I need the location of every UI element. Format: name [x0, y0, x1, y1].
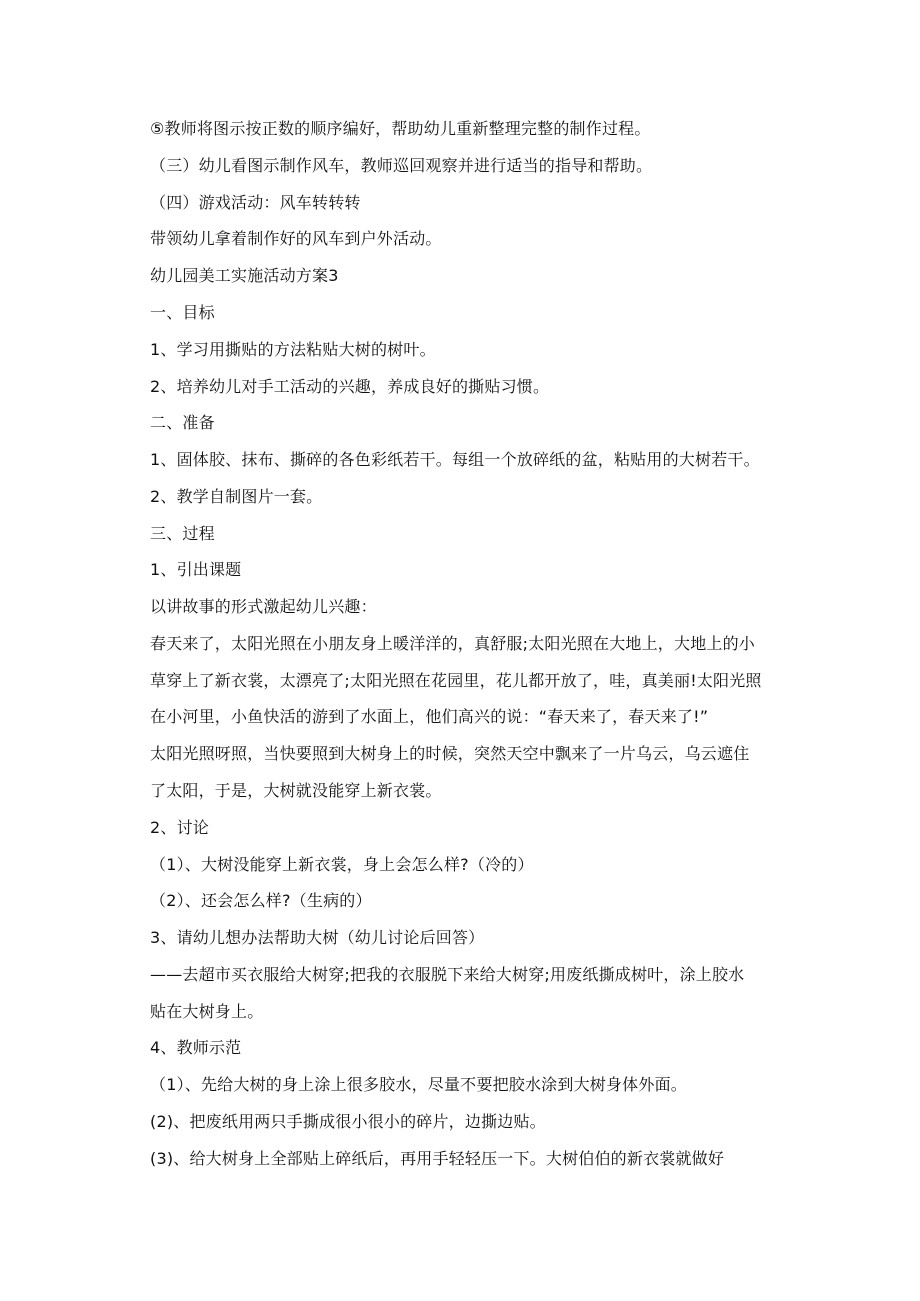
section-heading: 二、准备	[150, 413, 215, 432]
text-line: ——去超市买衣服给大树穿;把我的衣服脱下来给大树穿;用废纸撕成树叶，涂上胶水	[150, 965, 745, 984]
text-line: （四）游戏活动：风车转转转	[150, 193, 361, 212]
text-line: 在小河里，小鱼快活的游到了水面上，他们高兴的说：“春天来了，春天来了!”	[150, 707, 709, 726]
text-line: 春天来了，太阳光照在小朋友身上暖洋洋的，真舒服;太阳光照在大地上，大地上的小	[150, 634, 755, 653]
section-heading: 三、过程	[150, 524, 215, 543]
text-line: 草穿上了新衣裳，太漂亮了;太阳光照在花园里，花儿都开放了，哇，真美丽!太阳光照	[150, 671, 762, 690]
text-line: 贴在大树身上。	[150, 1002, 264, 1021]
text-line: （1）、大树没能穿上新衣裳，身上会怎么样?（冷的）	[150, 855, 534, 874]
text-line: 了太阳，于是，大树就没能穿上新衣裳。	[150, 781, 442, 800]
section-heading: 幼儿园美工实施活动方案3	[150, 266, 339, 285]
text-line: 2、培养幼儿对手工活动的兴趣，养成良好的撕贴习惯。	[150, 377, 550, 396]
text-line: 2、讨论	[150, 818, 209, 837]
section-heading: 一、目标	[150, 303, 215, 322]
text-line: 1、引出课题	[150, 560, 242, 579]
text-line: 带领幼儿拿着制作好的风车到户外活动。	[150, 229, 442, 248]
text-line: （三）幼儿看图示制作风车，教师巡回观察并进行适当的指导和帮助。	[150, 156, 653, 175]
text-line: （2）、还会怎么样?（生病的）	[150, 891, 372, 910]
text-line: (3)、给大树身上全部贴上碎纸后，再用手轻轻压一下。大树伯伯的新衣裳就做好	[150, 1149, 725, 1168]
text-line: 以讲故事的形式激起幼儿兴趣：	[150, 597, 377, 616]
text-line: 2、教学自制图片一套。	[150, 487, 323, 506]
text-line: ⑤教师将图示按正数的顺序编好，帮助幼儿重新整理完整的制作过程。	[150, 119, 651, 138]
text-line: （1）、先给大树的身上涂上很多胶水，尽量不要把胶水涂到大树身体外面。	[150, 1075, 687, 1094]
text-line: 太阳光照呀照，当快要照到大树身上的时候，突然天空中飘来了一片乌云，乌云遮住	[150, 744, 750, 763]
text-line: (2)、把废纸用两只手撕成很小很小的碎片，边撕边贴。	[150, 1112, 546, 1131]
text-line: 1、固体胶、抹布、撕碎的各色彩纸若干。每组一个放碎纸的盆，粘贴用的大树若干。	[150, 450, 760, 469]
text-line: 3、请幼儿想办法帮助大树（幼儿讨论后回答）	[150, 928, 485, 947]
text-line: 1、学习用撕贴的方法粘贴大树的树叶。	[150, 340, 436, 359]
text-line: 4、教师示范	[150, 1038, 242, 1057]
